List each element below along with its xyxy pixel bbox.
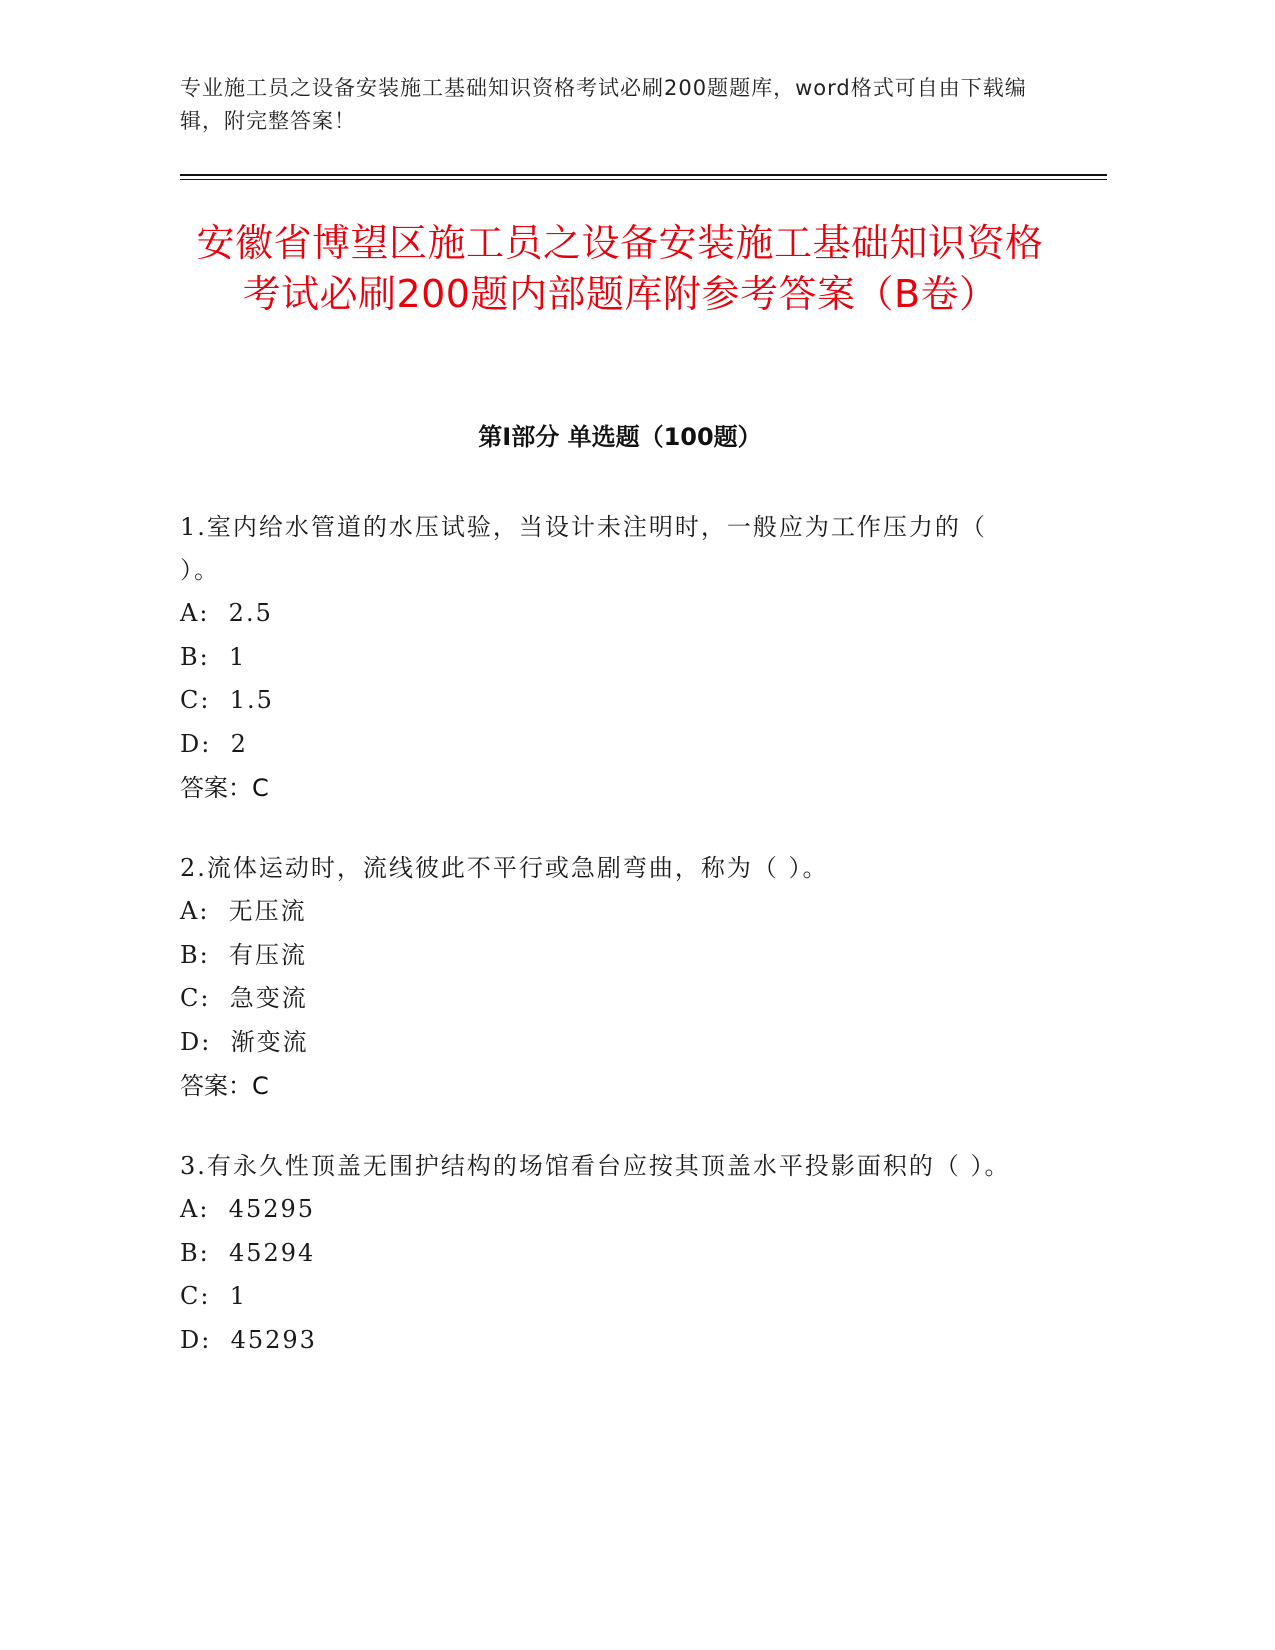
option-c: C: 急变流: [180, 984, 308, 1012]
question-stem: 1.室内给水管道的水压试验，当设计未注明时，一般应为工作压力的（ ）。: [180, 513, 987, 584]
option-b: B: 1: [180, 642, 247, 671]
question-list: [180, 506, 1030, 1399]
header-rule-thin: [180, 179, 1107, 180]
option-b: B: 有压流: [180, 940, 307, 969]
option-d: D: 渐变流: [180, 1027, 309, 1056]
question-stem: 2.流体运动时，流线彼此不平行或急剧弯曲，称为（ ）。: [180, 854, 829, 882]
option-b: B: 45294: [180, 1238, 316, 1267]
option-a: A: 无压流: [180, 897, 307, 925]
section-title: 第Ⅰ部分 单选题（100题）: [478, 423, 762, 451]
option-a: A: 2.5: [180, 599, 273, 627]
option-c: C: 1: [180, 1282, 247, 1310]
document-title: 安徽省博望区施工员之设备安装施工基础知识资格考试必刷200题内部题库附参考答案（B卷）: [196, 221, 1044, 316]
option-c: C: 1.5: [180, 686, 274, 714]
header-rule-thick: [180, 174, 1107, 176]
answer-line: 答案：C: [180, 774, 269, 802]
option-a: A: 45295: [180, 1195, 316, 1223]
answer-line: 答案：C: [180, 1072, 269, 1100]
question-3: [180, 1145, 1030, 1362]
header-note: 专业施工员之设备安装施工基础知识资格考试必刷200题题库，word格式可自由下载编辑，附完整答案！: [180, 76, 1027, 133]
question-1: [180, 506, 1030, 810]
question-stem: 3.有永久性顶盖无围护结构的场馆看台应按其顶盖水平投影面积的（ ）。: [180, 1152, 1011, 1180]
option-d: D: 2: [180, 729, 248, 758]
option-d: D: 45293: [180, 1325, 317, 1354]
question-2: [180, 847, 1030, 1108]
